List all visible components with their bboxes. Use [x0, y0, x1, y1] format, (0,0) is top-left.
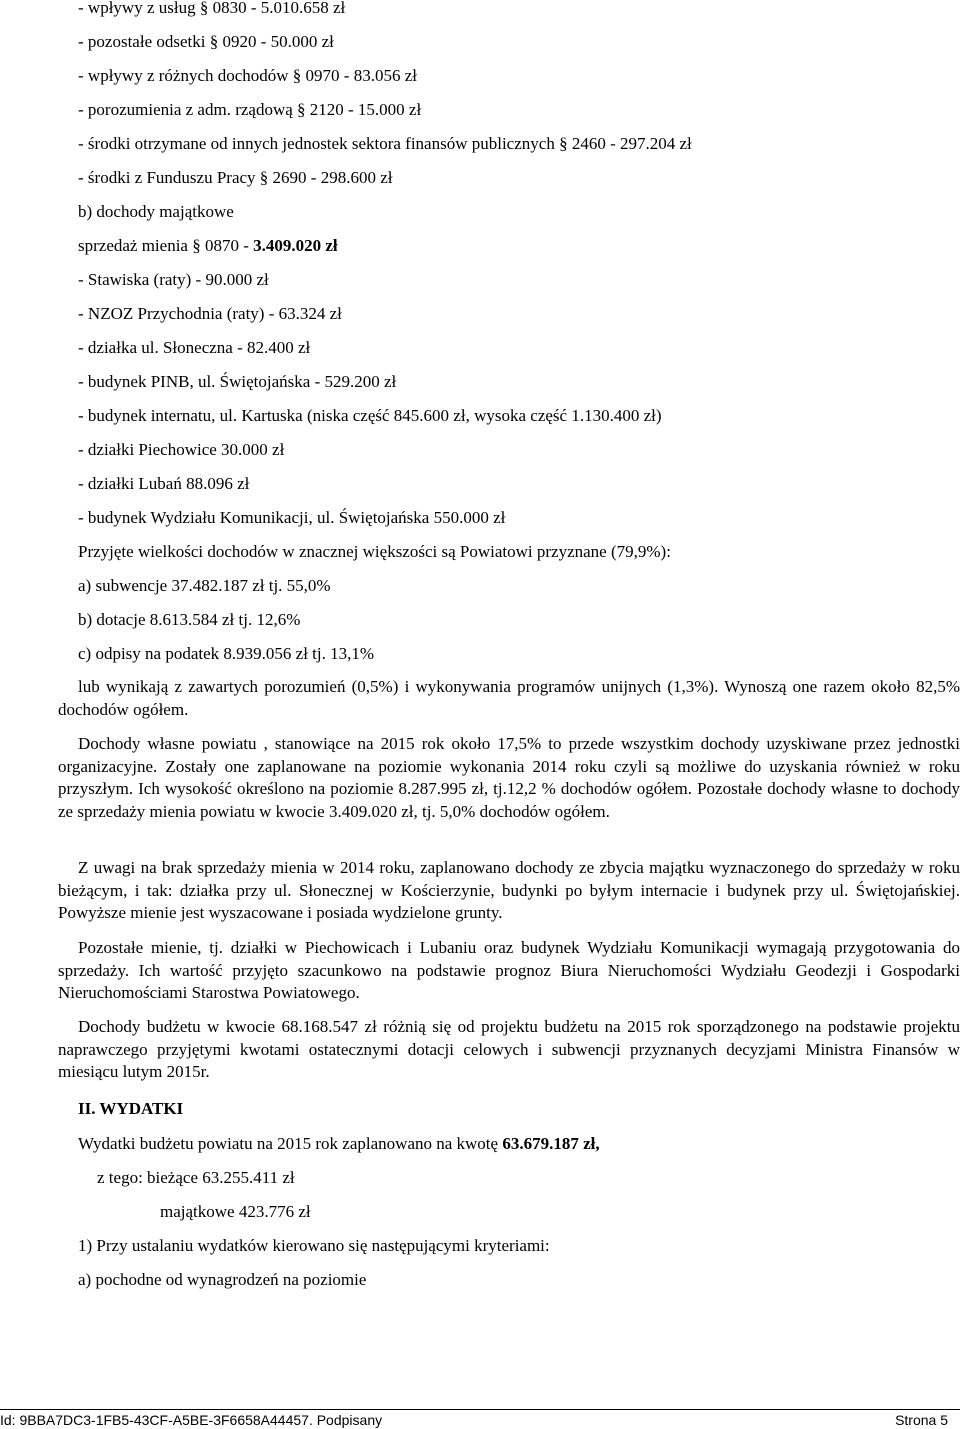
page-number: Strona 5: [895, 1412, 948, 1428]
section-heading: II. WYDATKI: [78, 1099, 184, 1118]
text-line: Przyjęte wielkości dochodów w znacznej większości są Powiatowi przyznane (79,9%):: [78, 542, 671, 561]
text-line: a) pochodne od wynagrodzeń na poziomie: [78, 1270, 367, 1289]
text-line: a) subwencje 37.482.187 zł tj. 55,0%: [78, 576, 331, 595]
text-line: b) dotacje 8.613.584 zł tj. 12,6%: [78, 610, 301, 629]
text-line: [78, 236, 338, 256]
page-footer: [0, 1409, 960, 1429]
footer-rule: [0, 1409, 960, 1410]
text-line: 1) Przy ustalaniu wydatków kierowano się następującymi kryteriami:: [78, 1236, 550, 1255]
text-line: z tego: bieżące 63.255.411 zł: [97, 1168, 295, 1187]
paragraph: Dochody budżetu w kwocie 68.168.547 zł różnią się od projektu budżetu na 2015 rok sporządzonego na podstawie projektu naprawczego przyjętymi kwotami ostatecznymi dotacji celowych i subwencji przyznanych decyzjami Ministra Finansów w miesiącu lutym 2015r.: [58, 1017, 960, 1081]
sale-label: sprzedaż mienia § 0870 -: [78, 236, 254, 255]
text-line: c) odpisy na podatek 8.939.056 zł tj. 13,1%: [78, 644, 375, 663]
text-line: b) dochody majątkowe: [78, 202, 234, 221]
text-line: - środki otrzymane od innych jednostek sektora finansów publicznych § 2460 - 297.204 zł: [78, 134, 692, 153]
text-line: - działka ul. Słoneczna - 82.400 zł: [78, 338, 311, 357]
text-line: - działki Piechowice 30.000 zł: [78, 440, 285, 459]
text-line: - budynek internatu, ul. Kartuska (niska część 845.600 zł, wysoka część 1.130.400 zł): [78, 406, 662, 425]
text-line: - porozumienia z adm. rządową § 2120 - 15.000 zł: [78, 100, 422, 119]
text-line: - wpływy z usług § 0830 - 5.010.658 zł: [78, 0, 346, 17]
paragraph: Dochody własne powiatu , stanowiące na 2015 rok około 17,5% to przede wszystkim dochody uzyskiwane przez jednostki organizacyjne. Zostały one zaplanowane na poziomie wykonania 2014 roku czyli są możliwe do uzyskania również w roku przyszłym. Ich wysokość określono na poziomie 8.287.995 zł, tj.12,2 % dochodów ogółem. Pozostałe dochody własne to dochody ze sprzedaży mienia powiatu w kwocie 3.409.020 zł, tj. 5,0% dochodów ogółem.: [58, 734, 960, 821]
paragraph: lub wynikają z zawartych porozumień (0,5%) i wykonywania programów unijnych (1,3%). Wynoszą one razem około 82,5% dochodów ogółem.: [58, 677, 960, 719]
paragraph: Z uwagi na brak sprzedaży mienia w 2014 roku, zaplanowano dochody ze zbycia majątku wyznaczonego do sprzedaży w roku bieżącym, i tak: działka przy ul. Słonecznej w Kościerzynie, budynki po byłym internacie i budynek przy ul. Świętojańskiej. Powyższe mienie jest wyszacowane i posiada wydzielone grunty.: [58, 858, 960, 922]
text-line: - budynek Wydziału Komunikacji, ul. Świętojańska 550.000 zł: [78, 508, 506, 527]
expenses-total: 63.679.187 zł,: [502, 1134, 600, 1153]
document-id: Id: 9BBA7DC3-1FB5-43CF-A5BE-3F6658A44457. Podpisany: [0, 1412, 383, 1428]
text-line: - budynek PINB, ul. Świętojańska - 529.200 zł: [78, 372, 397, 391]
sale-amount: 3.409.020 zł: [253, 236, 338, 255]
text-line: majątkowe 423.776 zł: [160, 1202, 311, 1221]
text-line: - działki Lubań 88.096 zł: [78, 474, 250, 493]
text-line: Wydatki budżetu powiatu na 2015 rok zaplanowano na kwotę 63.679.187 zł,: [78, 1134, 600, 1153]
paragraph: Pozostałe mienie, tj. działki w Piechowicach i Lubaniu oraz budynek Wydziału Komunikacji wymagają przygotowania do sprzedaży. Ich wartość przyjęto szacunkowo na podstawie prognoz Biura Nieruchomości Wydziału Geodezji i Gospodarki Nieruchomościami Starostwa Powiatowego.: [58, 938, 960, 1002]
text-line: - środki z Funduszu Pracy § 2690 - 298.600 zł: [78, 168, 393, 187]
text-line: - wpływy z różnych dochodów § 0970 - 83.056 zł: [78, 66, 417, 85]
text-line: - Stawiska (raty) - 90.000 zł: [78, 270, 269, 289]
text-line: - pozostałe odsetki § 0920 - 50.000 zł: [78, 32, 334, 51]
text-line: - NZOZ Przychodnia (raty) - 63.324 zł: [78, 304, 342, 323]
